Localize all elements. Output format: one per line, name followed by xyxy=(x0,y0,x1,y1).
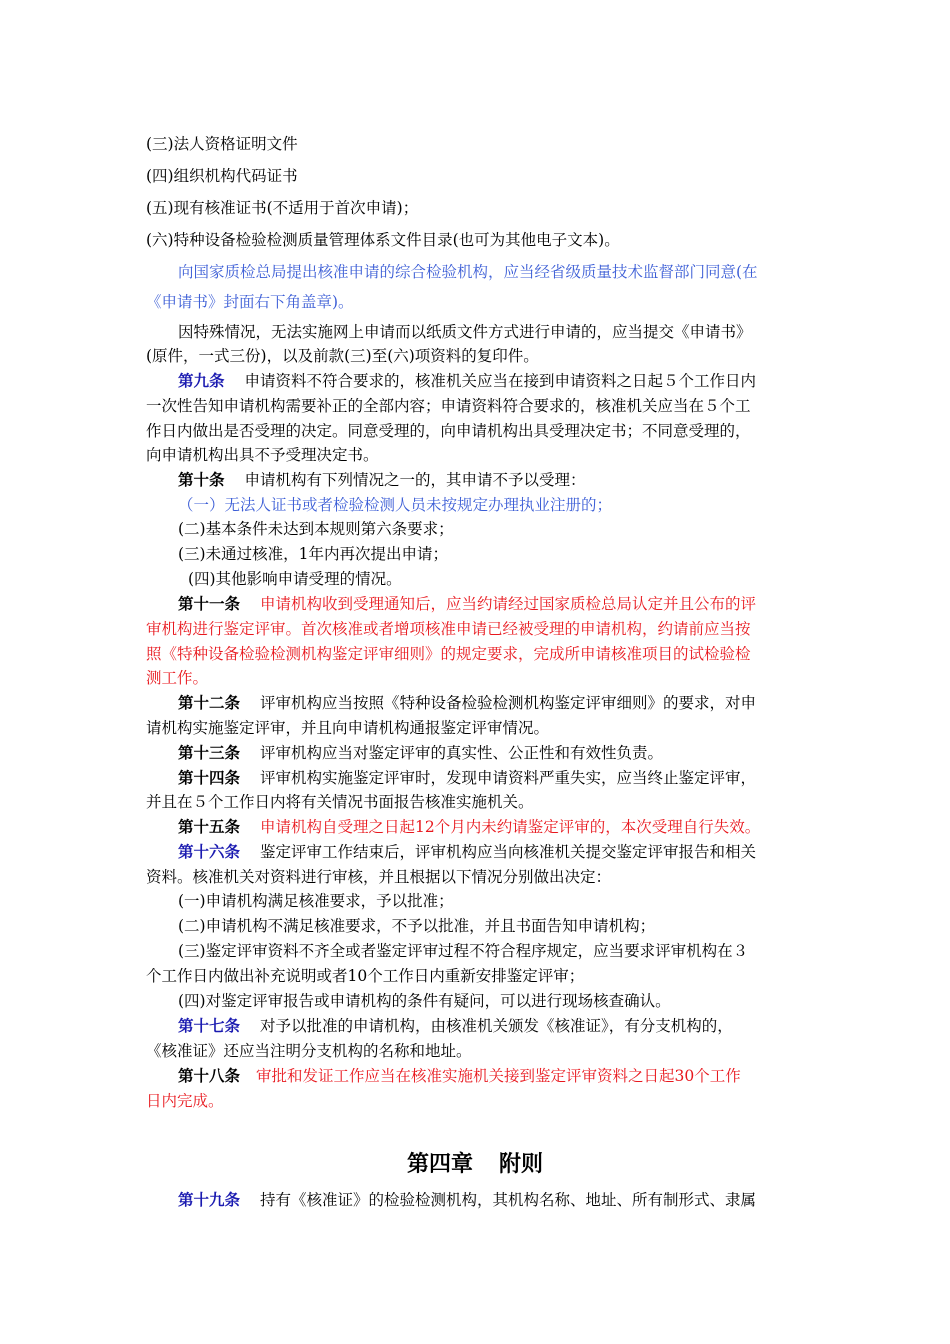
list-item: (四)组织机构代码证书 xyxy=(146,167,298,185)
article-label: 第十二条 xyxy=(178,693,241,712)
paragraph-line: 照《特种设备检验检测机构鉴定评审细则》的规定要求，完成所申请核准项目的试检验检 xyxy=(146,645,751,663)
article-text: 审批和发证工作应当在核准实施机关接到鉴定评审资料之日起30个工作 xyxy=(256,1067,741,1085)
article-text: 对予以批准的申请机构，由核准机关颁发《核准证》，有分支机构的， xyxy=(260,1017,733,1035)
list-item: (四)对鉴定评审报告或申请机构的条件有疑问，可以进行现场核查确认。 xyxy=(178,992,671,1010)
paragraph-line: (原件，一式三份)，以及前款(三)至(六)项资料的复印件。 xyxy=(146,347,539,365)
paragraph-line: 并且在５个工作日内将有关情况书面报告核准实施机关。 xyxy=(146,793,534,811)
article-label: 第十七条 xyxy=(178,1016,241,1035)
paragraph-line: 个工作日内做出补充说明或者10个工作日内重新安排鉴定评审； xyxy=(146,967,585,985)
article-11 xyxy=(178,594,810,614)
article-label: 第九条 xyxy=(178,371,225,390)
article-text: 申请机构自受理之日起12个月内未约请鉴定评审的，本次受理自行失效。 xyxy=(260,818,761,836)
article-17 xyxy=(178,1016,810,1036)
paragraph-line: 《申请书》封面右下角盖章)。 xyxy=(146,293,354,311)
article-text: 申请机构收到受理通知后，应当约请经过国家质检总局认定并且公布的评 xyxy=(260,595,757,613)
list-item: (二)基本条件未达到本规则第六条要求； xyxy=(178,520,454,538)
article-label: 第十九条 xyxy=(178,1190,241,1209)
list-item: (三)未通过核准，1年内再次提出申请； xyxy=(178,545,448,563)
list-item: (一)申请机构满足核准要求，予以批准； xyxy=(178,892,454,910)
paragraph-line: 请机构实施鉴定评审，并且向申请机构通报鉴定评审情况。 xyxy=(146,719,550,737)
article-19 xyxy=(178,1190,810,1210)
article-text: 鉴定评审工作结束后，评审机构应当向核准机关提交鉴定评审报告和相关 xyxy=(260,843,757,861)
list-item: (六)特种设备检验检测质量管理体系文件目录(也可为其他电子文本)。 xyxy=(146,231,620,249)
article-16 xyxy=(178,842,810,862)
article-label: 第十三条 xyxy=(178,743,241,762)
article-text: 评审机构实施鉴定评审时，发现申请资料严重失实，应当终止鉴定评审， xyxy=(260,769,757,787)
paragraph-line: 向申请机构出具不予受理决定书。 xyxy=(146,446,379,464)
article-label: 第十一条 xyxy=(178,594,241,613)
article-12 xyxy=(178,693,810,713)
paragraph-line: 因特殊情况，无法实施网上申请而以纸质文件方式进行申请的，应当提交《申请书》 xyxy=(178,323,752,341)
article-text: 持有《核准证》的检验检测机构，其机构名称、地址、所有制形式、隶属 xyxy=(260,1191,757,1209)
chapter-title: 附则 xyxy=(499,1152,544,1177)
article-label: 第十五条 xyxy=(178,817,241,836)
paragraph-line: 一次性告知申请机构需要补正的全部内容；申请资料符合要求的，核准机关应当在５个工 xyxy=(146,397,751,415)
list-item: (二)申请机构不满足核准要求，不予以批准，并且书面告知申请机构； xyxy=(178,917,656,935)
article-18 xyxy=(178,1066,810,1086)
article-label: 第十四条 xyxy=(178,768,241,787)
list-item: (三)鉴定评审资料不齐全或者鉴定评审过程不符合程序规定，应当要求评审机构在３ xyxy=(178,942,749,960)
article-15 xyxy=(178,817,810,837)
chapter-heading xyxy=(0,1150,950,1180)
article-9 xyxy=(178,371,810,391)
article-label: 第十条 xyxy=(178,470,225,489)
paragraph-line: 向国家质检总局提出核准申请的综合检验机构，应当经省级质量技术监督部门同意(在 xyxy=(178,263,758,281)
article-text: 申请资料不符合要求的，核准机关应当在接到申请资料之日起５个工作日内 xyxy=(244,372,757,390)
list-item: (三)法人资格证明文件 xyxy=(146,135,298,153)
list-item: (五)现有核准证书(不适用于首次申请)； xyxy=(146,199,419,217)
paragraph-line: 资料。核准机关对资料进行审核，并且根据以下情况分别做出决定： xyxy=(146,868,612,886)
article-text: 评审机构应当按照《特种设备检验检测机构鉴定评审细则》的要求，对申 xyxy=(260,694,757,712)
article-label: 第十六条 xyxy=(178,842,241,861)
paragraph-line: 测工作。 xyxy=(146,669,209,687)
article-text: 评审机构应当对鉴定评审的真实性、公正性和有效性负责。 xyxy=(260,744,664,762)
chapter-number: 第四章 xyxy=(406,1152,473,1177)
paragraph-line: 作日内做出是否受理的决定。同意受理的，向申请机构出具受理决定书；不同意受理的， xyxy=(146,422,751,440)
article-14 xyxy=(178,768,810,788)
paragraph-line: 审机构进行鉴定评审。首次核准或者增项核准申请已经被受理的申请机构，约请前应当按 xyxy=(146,620,751,638)
article-label: 第十八条 xyxy=(178,1066,241,1085)
article-text: 申请机构有下列情况之一的，其申请不予以受理： xyxy=(244,471,586,489)
list-item: (四)其他影响申请受理的情况。 xyxy=(188,570,402,588)
list-item: （一）无法人证书或者检验检测人员未按规定办理执业注册的； xyxy=(178,496,613,514)
paragraph-line: 日内完成。 xyxy=(146,1092,224,1110)
article-13 xyxy=(178,743,810,763)
paragraph-line: 《核准证》还应当注明分支机构的名称和地址。 xyxy=(146,1042,472,1060)
article-10 xyxy=(178,470,810,490)
